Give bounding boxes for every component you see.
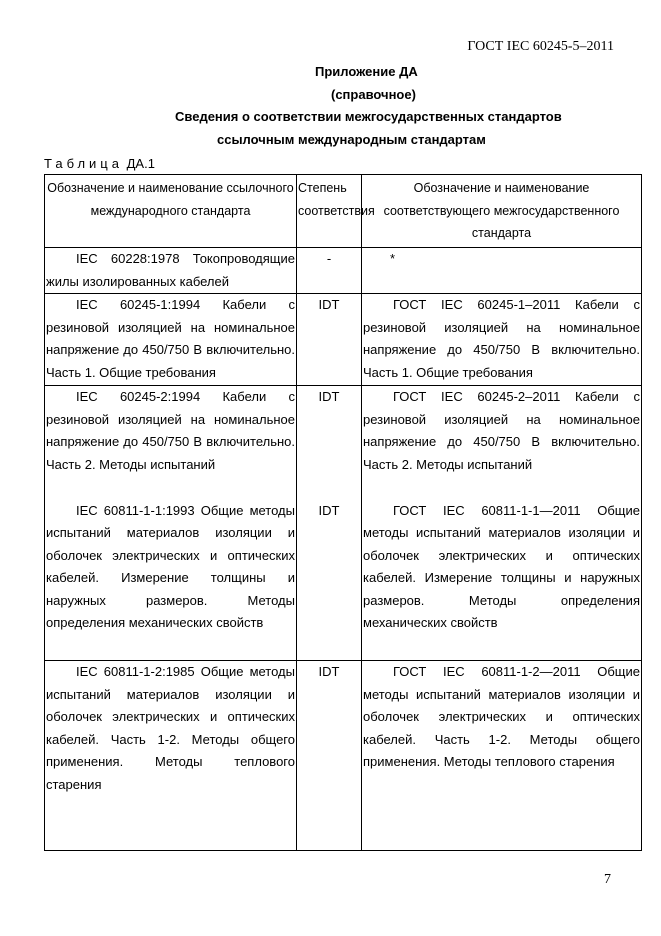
degree-cell: IDT (297, 386, 362, 500)
gost-standard-cell: ГОСТ IEC 60245-1–2011 Кабели с резиновой изоляцией на номинальное напряжение до 450/750 В включительно. Часть 1. Общие требования (362, 294, 642, 386)
table-row (45, 661, 642, 851)
intl-standard-cell: IEC 60228:1978 Токопроводящие жилы изолированных кабелей (45, 248, 297, 294)
degree-cell: IDT (297, 661, 362, 851)
header-gost-standard: Обозначение и наименование соответствующего межгосударственного стандарта (362, 175, 642, 248)
intl-standard-cell: IEC 60811-1-1:1993 Общие методы испытаний материалов изоляции и оболочек электрических и оптических кабелей. Измерение толщины и наружных размеров. Методы определения механических свойств (45, 500, 297, 661)
table-caption (44, 156, 155, 171)
table-caption-number: ДА.1 (126, 156, 155, 171)
table-row (45, 386, 642, 500)
degree-cell: IDT (297, 500, 362, 661)
table-row (45, 248, 642, 294)
intl-standard-cell: IEC 60245-2:1994 Кабели с резиновой изоляцией на номинальное напряжение до 450/750 В включительно. Часть 2. Методы испытаний (45, 386, 297, 500)
table-row (45, 294, 642, 386)
header-degree: Степень соответствия (297, 175, 362, 248)
page-number: 7 (604, 872, 611, 887)
annex-title: Приложение ДА (315, 64, 418, 79)
degree-cell: IDT (297, 294, 362, 386)
gost-standard-cell: ГОСТ IEC 60811-1-2—2011 Общие методы испытаний материалов изоляции и оболочек электрических и оптических кабелей. Часть 1-2. Методы общего применения. Методы теплового старения (362, 661, 642, 851)
gost-standard-cell: ГОСТ IEC 60811-1-1—2011 Общие методы испытаний материалов изоляции и оболочек электрических и оптических кабелей. Измерение толщины и наружных размеров. Методы определения механических свойств (362, 500, 642, 661)
header-intl-standard: Обозначение и наименование ссылочного международного стандарта (45, 175, 297, 248)
annex-subtitle: (справочное) (331, 87, 416, 102)
table-header-row (45, 175, 642, 248)
intl-standard-cell: IEC 60811-1-2:1985 Общие методы испытаний материалов изоляции и оболочек электрических и оптических кабелей. Часть 1-2. Методы общего применения. Методы теплового старения (45, 661, 297, 851)
document-code: ГОСТ IEC 60245-5–2011 (467, 39, 614, 54)
table-caption-prefix: Таблица (44, 156, 123, 171)
intl-standard-cell: IEC 60245-1:1994 Кабели с резиновой изоляцией на номинальное напряжение до 450/750 В включительно. Часть 1. Общие требования (45, 294, 297, 386)
gost-standard-cell: * (362, 248, 642, 294)
table-row (45, 500, 642, 661)
annex-heading-line2: ссылочным международным стандартам (217, 132, 486, 147)
degree-cell: - (297, 248, 362, 294)
gost-standard-cell: ГОСТ IEC 60245-2–2011 Кабели с резиновой изоляцией на номинальное напряжение до 450/750 В включительно. Часть 2. Методы испытаний (362, 386, 642, 500)
correspondence-table (44, 174, 642, 851)
annex-heading-line1: Сведения о соответствии межгосударственных стандартов (175, 109, 562, 124)
